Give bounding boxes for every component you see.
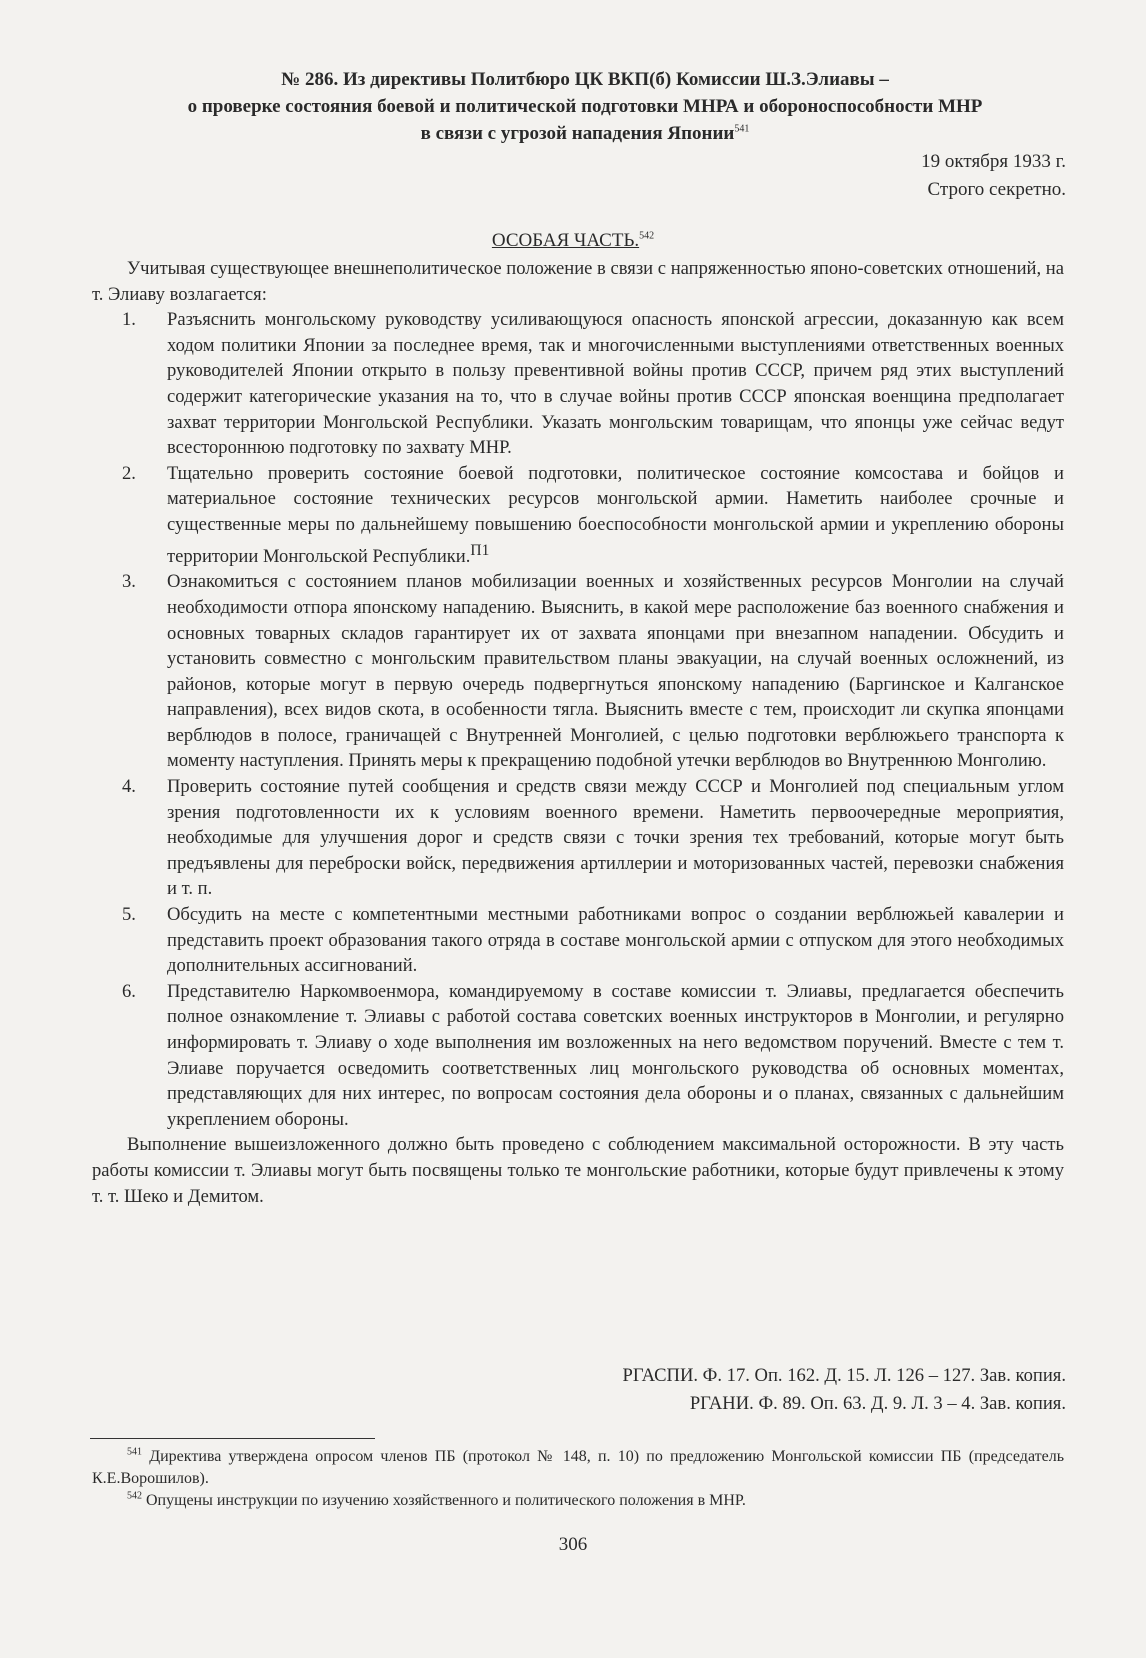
list-item-text: Представителю Наркомвоенмора, командируемому в составе комиссии т. Элиавы, предлагается обеспечить полное ознакомление т. Элиавы с работой состава советских военных инструкторов в Монголии, и регулярно информировать т. Элиаву о ходе выполнения им возложенных на него ведомством поручений. Вместе с тем т. Элиаве поручается осведомить соответственных лиц монгольского руководства об основных моментах, представляющих для них интерес, по вопросам состояния дела обороны и о планах, связанных с дальнейшим укреплением обороны. [167,980,1064,1130]
footnote [92,1490,1064,1512]
archive-source-2: РГАНИ. Ф. 89. Оп. 63. Д. 9. Л. 3 – 4. Зав. копия. [689,1393,1066,1414]
footnote-ref: 542 [127,1490,142,1502]
footnote-ref: 541 [127,1446,142,1458]
list-item [92,902,1064,979]
list-item-number: 4. [122,776,136,798]
document-date: 19 октября 1933 г. [921,151,1066,172]
intro-paragraph: Учитывая существующее внешнеполитическое положение в связи с напряженностью японо-советских отношений, на т. Элиаву возлагается: [92,258,1064,305]
footnotes [92,1446,1064,1512]
page-number: 306 [558,1534,588,1555]
list-item [92,307,1064,461]
list-item-text: Разъяснить монгольскому руководству усиливающуюся опасность японской агрессии, доказанную как всем ходом политики Японии за последнее время, так и многочисленными выступлениями ответственных военных руководителей Японии открыто в пользу превентивной войны против СССР, причем ряд этих выступлений содержит категорические указания на то, что в случае войны против СССР японская военщина предполагает захват территории Монгольской Республики. Указать монгольским товарищам, что японцы уже сейчас ведут всестороннюю подготовку по захвату МНР. [167,309,1064,459]
list-item-number: 3. [122,571,136,593]
archive-sources [623,1362,1066,1418]
list-item-text: Ознакомиться с состоянием планов мобилизации военных и хозяйственных ресурсов Монголии на случай необходимости отпора японскому нападению. Выяснить, в какой мере расположение баз военного снабжения и основных товарных складов гарантирует их от захвата японцами при внезапном нападении. Обсудить и установить совместно с монгольским правительством планы эвакуации, на случай военных осложнений, из районов, которые могут в первую очередь подвергнуться японскому нападению (Баргинское и Калганское направления), всех видов скота, в особенности тягла. Выяснить вместе с тем, происходит ли скупка японцами верблюдов в полосе, граничащей с Внутренней Монголией, с целью подготовки верблюжьего транспорта к моменту наступления. Принять меры к прекращению подобной утечки верблюдов во Внутреннюю Монголию. [167,571,1064,772]
footnote-text: Директива утверждена опросом членов ПБ (протокол № 148, п. 10) по предложению Монгольской комиссии ПБ (председатель К.Е.Ворошилов). [92,1448,1065,1487]
list-item-number: 1. [122,309,136,331]
footnote [92,1446,1064,1490]
dateline [921,148,1066,204]
list-item-text: Обсудить на месте с компетентными местными работниками вопрос о создании верблюжьей кавалерии и представить проект образования такого отряда в составе монгольской армии с отпуском для этого необходимых дополнительных ассигнований. [167,904,1064,977]
list-item-number: 2. [122,462,136,484]
title-line-1: № 286. Из директивы Политбюро ЦК ВКП(б) Комиссии Ш.З.Элиавы – [281,69,889,90]
list-item-text: Тщательно проверить состояние боевой подготовки, политическое состояние комсостава и бойцов и материальное состояние технических ресурсов монгольской армии. Наметить наиболее срочные и существенные меры по дальнейшему повышению боеспособности монгольской армии и укреплению обороны территории Монгольской Республики. [167,462,1064,567]
list-item [92,461,1064,570]
list-item-text: Проверить состояние путей сообщения и средств связи между СССР и Монголией под специальным углом зрения подготовленности их к условиям военного времени. Наметить первоочередные мероприятия, необходимые для улучшения дорог и средств связи с точки зрения тех требований, которые могут быть предъявлены для переброски войск, передвижения артиллерии и моторизованных частей, перевозки снабжения и т. п. [167,776,1064,900]
section-heading [0,228,1146,254]
list-item-number: 5. [122,904,136,926]
section-footnote-ref: 542 [639,230,655,242]
document-body [92,256,1064,1209]
closing-paragraph: Выполнение вышеизложенного должно быть проведено с соблюдением максимальной осторожности. В эту часть работы комиссии т. Элиавы могут быть посвящены только те монгольские работники, которые будут привлечены к этому т. т. Шеко и Демитом. [92,1134,1064,1207]
list-item [92,774,1064,902]
document-title [100,66,1070,147]
title-line-3-text: в связи с угрозой нападения Японии [420,123,735,144]
title-footnote-ref: 541 [734,123,750,135]
list-item-ref: П1 [470,541,490,559]
title-line-2: о проверке состояния боевой и политической подготовки МНРА и обороноспособности МНР [187,96,983,117]
classification-label: Строго секретно. [927,179,1066,200]
section-heading-text: ОСОБАЯ ЧАСТЬ. [491,230,640,251]
list-item [92,979,1064,1133]
archive-source-1: РГАСПИ. Ф. 17. Оп. 162. Д. 15. Л. 126 – 127. Зав. копия. [622,1365,1066,1386]
footnote-divider [90,1438,375,1439]
list-item [92,569,1064,774]
footnote-text: Опущены инструкции по изучению хозяйственного и политического положения в МНР. [146,1492,746,1509]
title-line-3 [100,120,1070,147]
list-item-number: 6. [122,980,136,1002]
